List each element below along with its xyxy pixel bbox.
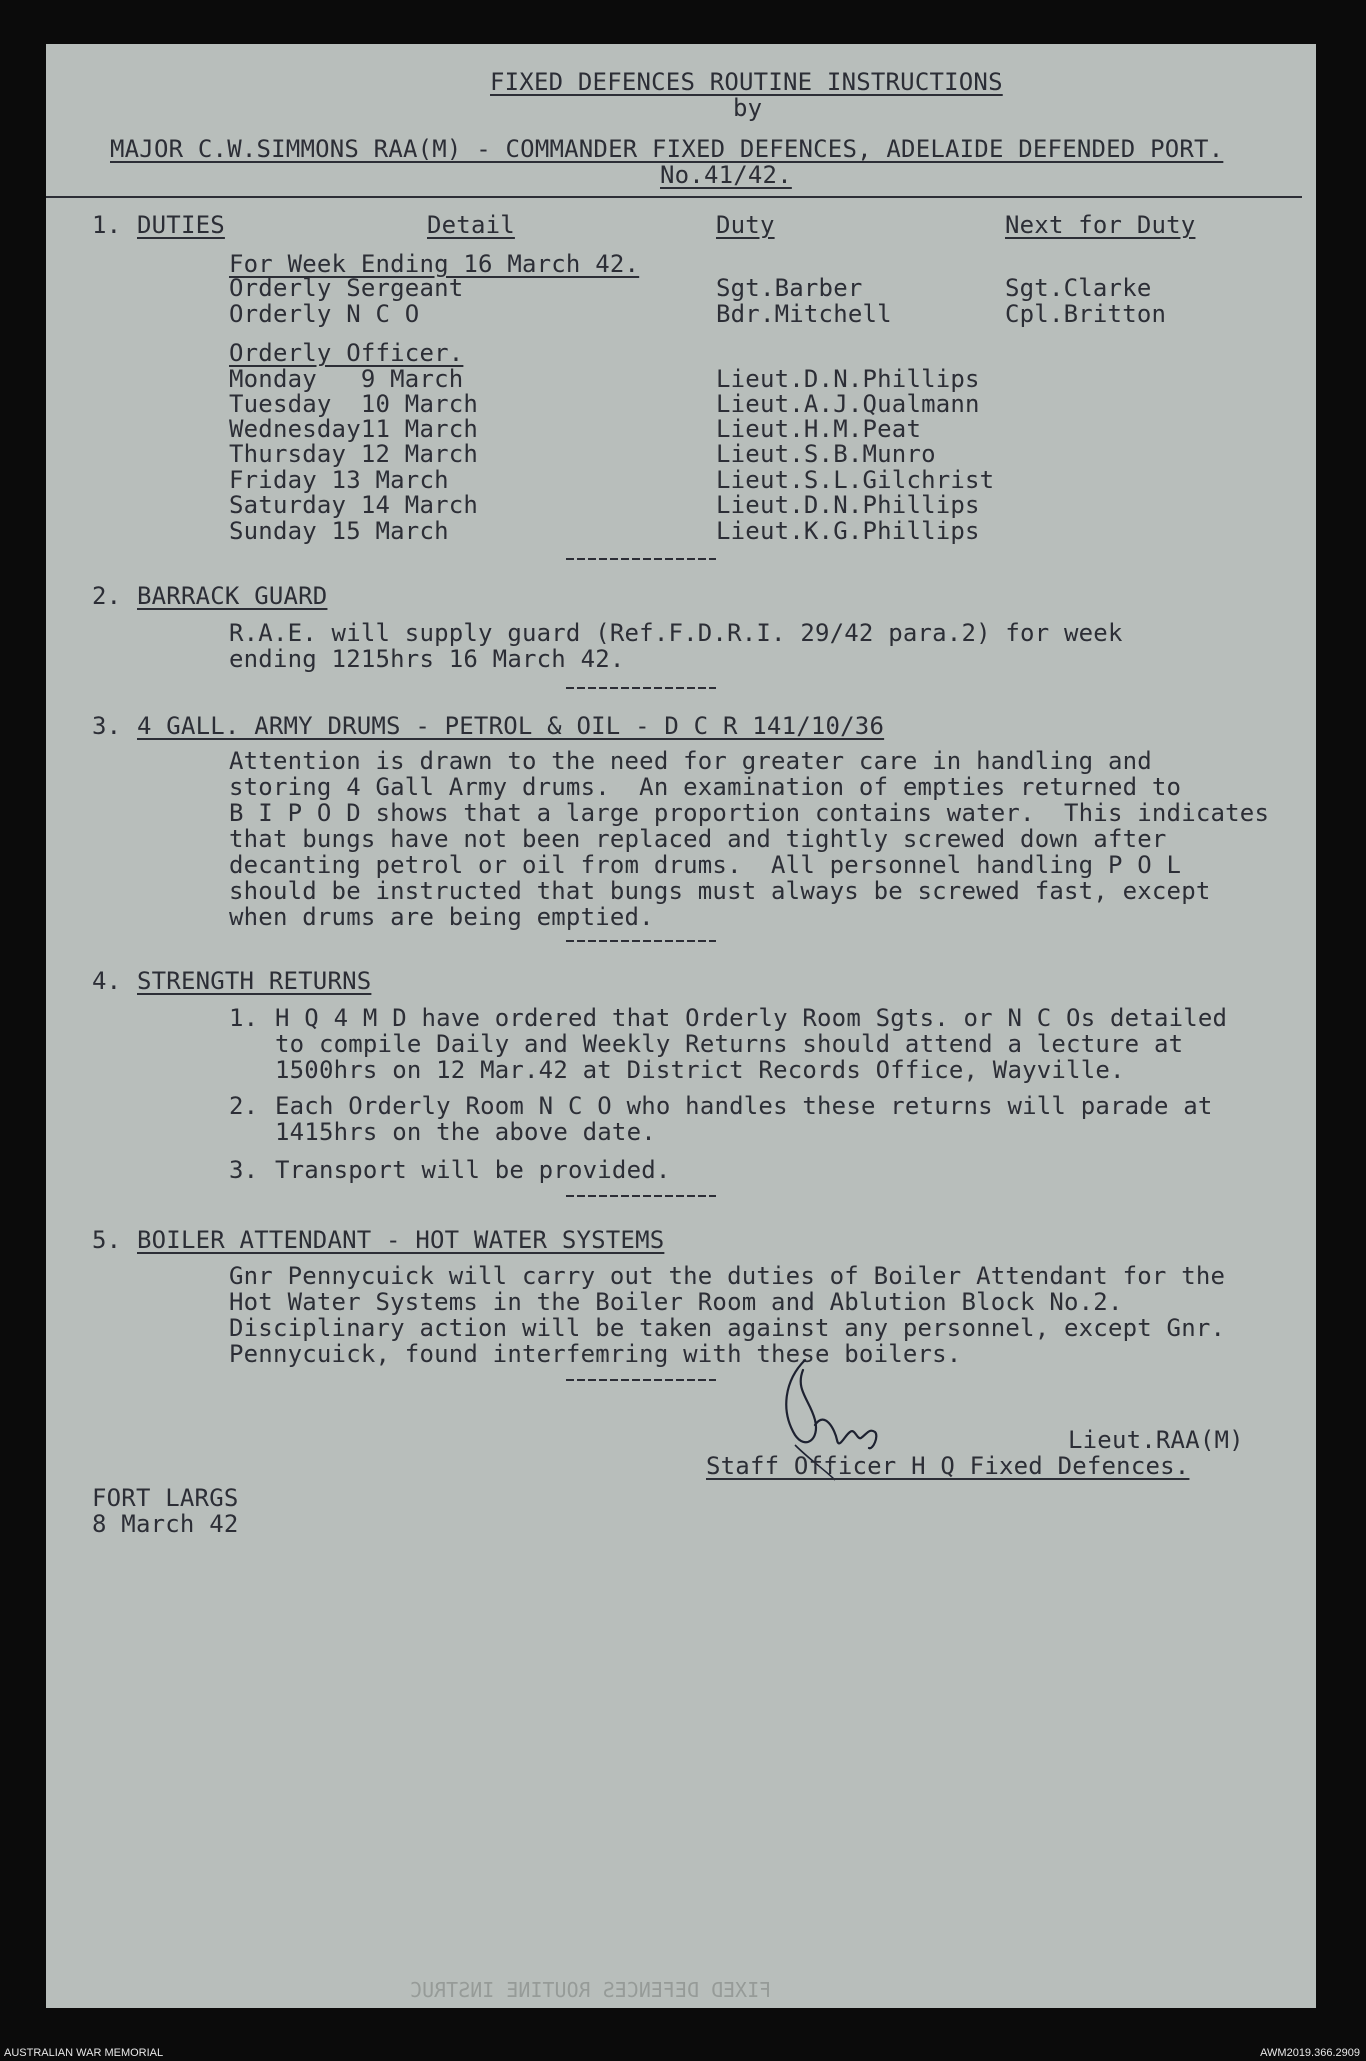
item-line: 1415hrs on the above date. [275,1118,656,1146]
body-line: should be instructed that bungs must always be screwed fast, except [229,877,1211,905]
officer-day: Thursday 12 March [229,440,479,468]
place: FORT LARGS [92,1484,239,1512]
section-4-heading: STRENGTH RETURNS [137,967,372,995]
body-line: ending 1215hrs 16 March 42. [229,645,625,673]
column-next: Next for Duty [1005,211,1196,239]
item-number: 1. [229,1004,259,1032]
footer-left: AUSTRALIAN WAR MEMORIAL [4,2047,164,2059]
section-2-number: 2. [92,582,122,610]
duty-assigned: Bdr.Mitchell [716,300,892,328]
document-title: FIXED DEFENCES ROUTINE INSTRUCTIONS [490,68,1003,96]
duty-next: Cpl.Britton [1005,300,1167,328]
header-rule [46,196,1302,198]
item-line: 1500hrs on 12 Mar.42 at District Records Office, Wayville. [275,1056,1125,1084]
title-by: by [733,94,763,122]
column-duty: Duty [716,211,775,239]
date: 8 March 42 [92,1510,239,1538]
body-line: Attention is drawn to the need for greater care in handling and [229,747,1152,775]
section-4-number: 4. [92,967,122,995]
item-line: H Q 4 M D have ordered that Orderly Room Sgts. or N C Os detailed [275,1004,1228,1032]
officer-day: Friday 13 March [229,466,449,494]
item-number: 3. [229,1156,259,1184]
section-2-heading: BARRACK GUARD [137,582,328,610]
item-line: to compile Daily and Weekly Returns should attend a lecture at [275,1030,1184,1058]
section-3-heading: 4 GALL. ARMY DRUMS - PETROL & OIL - D C R 141/10/36 [137,712,885,740]
section-1-heading: DUTIES [137,211,225,239]
orderly-officer-heading: Orderly Officer. [229,339,464,367]
body-line: Disciplinary action will be taken against any personnel, except Gnr. [229,1314,1226,1342]
body-line: decanting petrol or oil from drums. All personnel handling P O L [229,851,1182,879]
section-divider [566,558,716,560]
officer-day: Wednesday11 March [229,415,479,443]
body-line: that bungs have not been replaced and tightly screwed down after [229,825,1167,853]
officer-day: Tuesday 10 March [229,390,479,418]
officer-name: Lieut.K.G.Phillips [716,517,980,545]
signature-role: Staff Officer H Q Fixed Defences. [706,1452,1190,1480]
body-line: storing 4 Gall Army drums. An examination of empties returned to [229,773,1182,801]
document-author: MAJOR C.W.SIMMONS RAA(M) - COMMANDER FIXED DEFENCES, ADELAIDE DEFENDED PORT. [110,135,1224,163]
signature-rank: Lieut.RAA(M) [1068,1426,1244,1454]
officer-name: Lieut.S.B.Munro [716,440,936,468]
officer-name: Lieut.S.L.Gilchrist [716,466,995,494]
officer-day: Monday 9 March [229,365,464,393]
body-line: R.A.E. will supply guard (Ref.F.D.R.I. 29/42 para.2) for week [229,619,1123,647]
body-line: when drums are being emptied. [229,903,654,931]
section-5-number: 5. [92,1226,122,1254]
item-line: Each Orderly Room N C O who handles these returns will parade at [275,1092,1213,1120]
section-divider [566,1379,716,1381]
item-number: 2. [229,1092,259,1120]
document-number: No.41/42. [660,161,792,189]
section-divider [566,1195,716,1197]
duty-assigned: Sgt.Barber [716,274,863,302]
section-divider [566,687,716,689]
body-line: Pennycuick, found interfemring with these boilers. [229,1340,962,1368]
section-divider [566,940,716,942]
body-line: Gnr Pennycuick will carry out the duties of Boiler Attendant for the [229,1262,1226,1290]
section-1-number: 1. [92,211,122,239]
duty-next: Sgt.Clarke [1005,274,1152,302]
officer-name: Lieut.D.N.Phillips [716,365,980,393]
section-3-number: 3. [92,712,122,740]
item-line: Transport will be provided. [275,1156,671,1184]
column-detail: Detail [427,211,515,239]
week-ending: For Week Ending 16 March 42. [229,250,640,278]
duty-detail: Orderly Sergeant [229,274,464,302]
officer-name: Lieut.H.M.Peat [716,415,922,443]
body-line: Hot Water Systems in the Boiler Room and Ablution Block No.2. [229,1288,1123,1316]
duty-detail: Orderly N C O [229,300,420,328]
officer-name: Lieut.D.N.Phillips [716,491,980,519]
bleed-through-text: FIXED DEFENCES ROUTINE INSTRUC [410,1978,772,2002]
officer-day: Sunday 15 March [229,517,449,545]
officer-name: Lieut.A.J.Qualmann [716,390,980,418]
section-5-heading: BOILER ATTENDANT - HOT WATER SYSTEMS [137,1226,665,1254]
officer-day: Saturday 14 March [229,491,479,519]
body-line: B I P O D shows that a large proportion contains water. This indicates [229,799,1270,827]
footer-right: AWM2019.366.2909 [1260,2047,1360,2059]
